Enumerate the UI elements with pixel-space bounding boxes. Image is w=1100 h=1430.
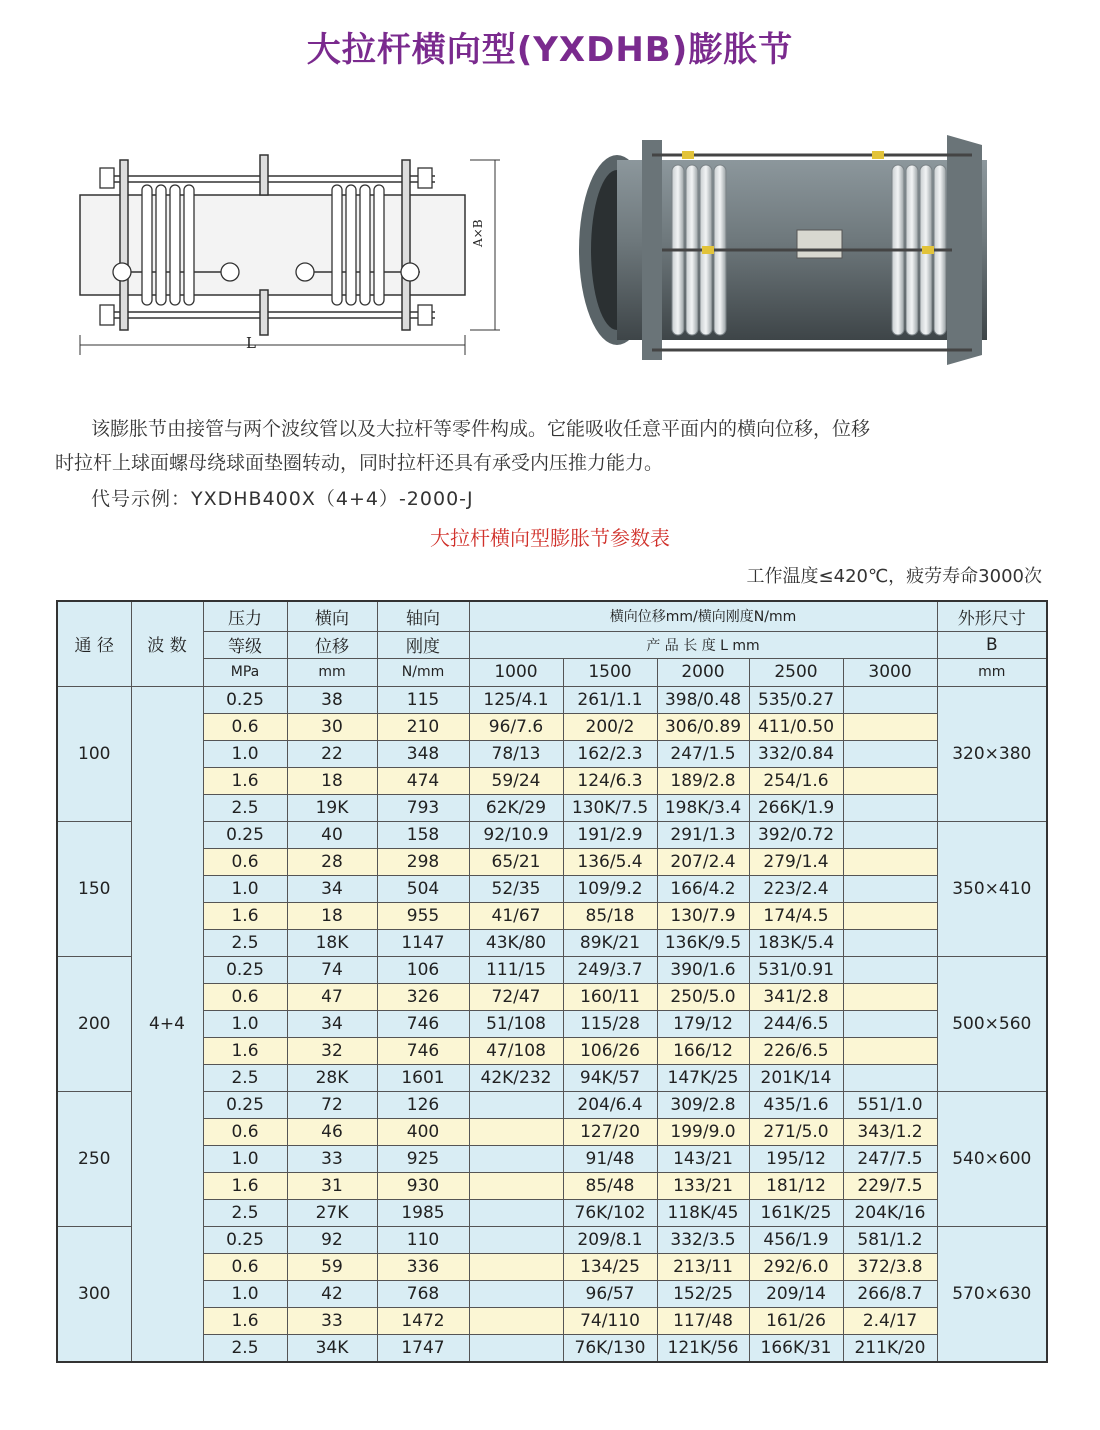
- product-photo: [572, 120, 1032, 380]
- value-cell: 207/2.4: [657, 848, 749, 875]
- header-waves: 波 数: [131, 601, 203, 686]
- value-cell: 166/12: [657, 1037, 749, 1064]
- value-cell: 115/28: [563, 1010, 657, 1037]
- value-cell: 392/0.72: [749, 821, 843, 848]
- axial-cell: 106: [377, 956, 469, 983]
- header-length-1000: 1000: [469, 658, 563, 686]
- value-cell: [469, 1118, 563, 1145]
- value-cell: 106/26: [563, 1037, 657, 1064]
- lateral-cell: 38: [287, 686, 377, 713]
- header-outer-3: mm: [937, 658, 1047, 686]
- value-cell: 209/14: [749, 1280, 843, 1307]
- value-cell: 306/0.89: [657, 713, 749, 740]
- value-cell: 161/26: [749, 1307, 843, 1334]
- axial-cell: 115: [377, 686, 469, 713]
- value-cell: [843, 848, 937, 875]
- value-cell: 200/2: [563, 713, 657, 740]
- value-cell: [469, 1091, 563, 1118]
- value-cell: 213/11: [657, 1253, 749, 1280]
- pressure-cell: 0.6: [203, 1118, 287, 1145]
- value-cell: 390/1.6: [657, 956, 749, 983]
- axial-cell: 930: [377, 1172, 469, 1199]
- value-cell: 198K/3.4: [657, 794, 749, 821]
- value-cell: 244/6.5: [749, 1010, 843, 1037]
- value-cell: [843, 767, 937, 794]
- pressure-cell: 1.6: [203, 902, 287, 929]
- value-cell: 343/1.2: [843, 1118, 937, 1145]
- table-row: [57, 1226, 1047, 1253]
- table-row: [57, 983, 1047, 1010]
- lateral-cell: 18K: [287, 929, 377, 956]
- value-cell: 59/24: [469, 767, 563, 794]
- value-cell: 91/48: [563, 1145, 657, 1172]
- value-cell: [843, 929, 937, 956]
- header-lateral-3: mm: [287, 658, 377, 686]
- axial-cell: 126: [377, 1091, 469, 1118]
- pressure-cell: 1.6: [203, 767, 287, 794]
- axial-cell: 925: [377, 1145, 469, 1172]
- value-cell: 266/8.7: [843, 1280, 937, 1307]
- value-cell: 372/3.8: [843, 1253, 937, 1280]
- lateral-cell: 33: [287, 1145, 377, 1172]
- value-cell: 191/2.9: [563, 821, 657, 848]
- lateral-cell: 46: [287, 1118, 377, 1145]
- axial-cell: 210: [377, 713, 469, 740]
- table-row: [57, 1280, 1047, 1307]
- pressure-cell: 1.6: [203, 1307, 287, 1334]
- value-cell: 74/110: [563, 1307, 657, 1334]
- table-row: [57, 1010, 1047, 1037]
- value-cell: 85/18: [563, 902, 657, 929]
- pressure-cell: 0.25: [203, 686, 287, 713]
- lateral-cell: 40: [287, 821, 377, 848]
- value-cell: 147K/25: [657, 1064, 749, 1091]
- lateral-cell: 34: [287, 1010, 377, 1037]
- value-cell: 152/25: [657, 1280, 749, 1307]
- value-cell: 166/4.2: [657, 875, 749, 902]
- table-row: [57, 1172, 1047, 1199]
- value-cell: 94K/57: [563, 1064, 657, 1091]
- axial-cell: 1472: [377, 1307, 469, 1334]
- header-pressure-3: MPa: [203, 658, 287, 686]
- axial-cell: 1147: [377, 929, 469, 956]
- value-cell: 435/1.6: [749, 1091, 843, 1118]
- value-cell: 127/20: [563, 1118, 657, 1145]
- pressure-cell: 1.0: [203, 1145, 287, 1172]
- header-axial-2: 刚度: [377, 631, 469, 658]
- axial-cell: 793: [377, 794, 469, 821]
- pressure-cell: 2.5: [203, 1199, 287, 1226]
- value-cell: 65/21: [469, 848, 563, 875]
- table-row: [57, 875, 1047, 902]
- value-cell: 85/48: [563, 1172, 657, 1199]
- value-cell: 581/1.2: [843, 1226, 937, 1253]
- value-cell: 136/5.4: [563, 848, 657, 875]
- value-cell: 111/15: [469, 956, 563, 983]
- table-row: [57, 821, 1047, 848]
- value-cell: 291/1.3: [657, 821, 749, 848]
- value-cell: 341/2.8: [749, 983, 843, 1010]
- diameter-cell: 100: [57, 686, 131, 821]
- value-cell: [843, 1064, 937, 1091]
- axial-cell: 746: [377, 1037, 469, 1064]
- parameter-table: [56, 600, 1048, 1363]
- lateral-cell: 34: [287, 875, 377, 902]
- value-cell: [843, 1037, 937, 1064]
- axial-cell: 474: [377, 767, 469, 794]
- value-cell: 195/12: [749, 1145, 843, 1172]
- pressure-cell: 0.6: [203, 848, 287, 875]
- header-length-1500: 1500: [563, 658, 657, 686]
- table-row: [57, 1064, 1047, 1091]
- header-axial-3: N/mm: [377, 658, 469, 686]
- outer-size-cell: 320×380: [937, 686, 1047, 821]
- value-cell: 249/3.7: [563, 956, 657, 983]
- value-cell: 209/8.1: [563, 1226, 657, 1253]
- outer-size-cell: 350×410: [937, 821, 1047, 956]
- axial-cell: 504: [377, 875, 469, 902]
- value-cell: 211K/20: [843, 1334, 937, 1362]
- header-lateral-2: 位移: [287, 631, 377, 658]
- value-cell: 181/12: [749, 1172, 843, 1199]
- value-cell: 52/35: [469, 875, 563, 902]
- axial-cell: 1747: [377, 1334, 469, 1362]
- lateral-cell: 28K: [287, 1064, 377, 1091]
- value-cell: [843, 794, 937, 821]
- table-row: [57, 902, 1047, 929]
- axial-cell: 746: [377, 1010, 469, 1037]
- lateral-cell: 18: [287, 902, 377, 929]
- value-cell: [469, 1226, 563, 1253]
- value-cell: 261/1.1: [563, 686, 657, 713]
- header-lateral-1: 横向: [287, 601, 377, 631]
- value-cell: 279/1.4: [749, 848, 843, 875]
- pressure-cell: 0.25: [203, 1226, 287, 1253]
- value-cell: 160/11: [563, 983, 657, 1010]
- outer-size-cell: 540×600: [937, 1091, 1047, 1226]
- code-example: 代号示例：YXDHB400X（4+4）-2000-J: [91, 488, 474, 510]
- lateral-cell: 30: [287, 713, 377, 740]
- value-cell: 42K/232: [469, 1064, 563, 1091]
- value-cell: 223/2.4: [749, 875, 843, 902]
- value-cell: 183K/5.4: [749, 929, 843, 956]
- value-cell: 247/7.5: [843, 1145, 937, 1172]
- axial-cell: 326: [377, 983, 469, 1010]
- axial-cell: 348: [377, 740, 469, 767]
- value-cell: 162/2.3: [563, 740, 657, 767]
- value-cell: 62K/29: [469, 794, 563, 821]
- page-title: 大拉杆横向型(YXDHB)膨胀节: [306, 30, 794, 70]
- description-line-1: 该膨胀节由接管与两个波纹管以及大拉杆等零件构成。它能吸收任意平面内的横向位移，位移: [91, 418, 871, 440]
- table-row: [57, 929, 1047, 956]
- table-row: [57, 686, 1047, 713]
- value-cell: 398/0.48: [657, 686, 749, 713]
- axial-cell: 336: [377, 1253, 469, 1280]
- value-cell: [843, 983, 937, 1010]
- value-cell: [469, 1253, 563, 1280]
- outer-size-cell: 570×630: [937, 1226, 1047, 1362]
- value-cell: [843, 902, 937, 929]
- value-cell: [843, 875, 937, 902]
- pressure-cell: 1.6: [203, 1172, 287, 1199]
- value-cell: 125/4.1: [469, 686, 563, 713]
- value-cell: 250/5.0: [657, 983, 749, 1010]
- table-row: [57, 956, 1047, 983]
- table-row: [57, 1307, 1047, 1334]
- table-row: [57, 740, 1047, 767]
- parameter-table-body: [57, 686, 1047, 1362]
- diameter-cell: 250: [57, 1091, 131, 1226]
- value-cell: 130K/7.5: [563, 794, 657, 821]
- lateral-cell: 18: [287, 767, 377, 794]
- value-cell: 254/1.6: [749, 767, 843, 794]
- lateral-cell: 31: [287, 1172, 377, 1199]
- value-cell: 143/21: [657, 1145, 749, 1172]
- value-cell: [843, 686, 937, 713]
- value-cell: 201K/14: [749, 1064, 843, 1091]
- value-cell: 2.4/17: [843, 1307, 937, 1334]
- pressure-cell: 0.25: [203, 1091, 287, 1118]
- value-cell: 247/1.5: [657, 740, 749, 767]
- value-cell: 117/48: [657, 1307, 749, 1334]
- lateral-cell: 28: [287, 848, 377, 875]
- value-cell: 456/1.9: [749, 1226, 843, 1253]
- value-cell: [469, 1199, 563, 1226]
- value-cell: 309/2.8: [657, 1091, 749, 1118]
- pressure-cell: 2.5: [203, 1334, 287, 1362]
- pressure-cell: 2.5: [203, 929, 287, 956]
- header-length-2000: 2000: [657, 658, 749, 686]
- value-cell: 531/0.91: [749, 956, 843, 983]
- lateral-cell: 22: [287, 740, 377, 767]
- value-cell: [843, 713, 937, 740]
- pressure-cell: 0.6: [203, 983, 287, 1010]
- value-cell: [843, 1010, 937, 1037]
- waves-cell: 4+4: [131, 686, 203, 1362]
- axial-cell: 158: [377, 821, 469, 848]
- pressure-cell: 2.5: [203, 794, 287, 821]
- table-row: [57, 1118, 1047, 1145]
- pressure-cell: 0.25: [203, 821, 287, 848]
- value-cell: 96/57: [563, 1280, 657, 1307]
- axial-cell: 955: [377, 902, 469, 929]
- value-cell: 47/108: [469, 1037, 563, 1064]
- lateral-cell: 27K: [287, 1199, 377, 1226]
- value-cell: 118K/45: [657, 1199, 749, 1226]
- axial-cell: 110: [377, 1226, 469, 1253]
- work-condition: 工作温度≤420℃，疲劳寿命3000次: [746, 566, 1042, 587]
- pressure-cell: 1.0: [203, 1010, 287, 1037]
- value-cell: [843, 956, 937, 983]
- value-cell: 72/47: [469, 983, 563, 1010]
- header-length-group: 产 品 长 度 L mm: [469, 631, 937, 658]
- value-cell: 551/1.0: [843, 1091, 937, 1118]
- table-row: [57, 848, 1047, 875]
- lateral-cell: 19K: [287, 794, 377, 821]
- value-cell: 121K/56: [657, 1334, 749, 1362]
- lateral-cell: 47: [287, 983, 377, 1010]
- value-cell: 133/21: [657, 1172, 749, 1199]
- header-pressure-1: 压力: [203, 601, 287, 631]
- header-length-2500: 2500: [749, 658, 843, 686]
- value-cell: 204/6.4: [563, 1091, 657, 1118]
- value-cell: 43K/80: [469, 929, 563, 956]
- value-cell: 78/13: [469, 740, 563, 767]
- value-cell: [469, 1145, 563, 1172]
- value-cell: 332/3.5: [657, 1226, 749, 1253]
- value-cell: 535/0.27: [749, 686, 843, 713]
- value-cell: 51/108: [469, 1010, 563, 1037]
- value-cell: 292/6.0: [749, 1253, 843, 1280]
- value-cell: 96/7.6: [469, 713, 563, 740]
- table-row: [57, 767, 1047, 794]
- header-axial-1: 轴向: [377, 601, 469, 631]
- value-cell: 136K/9.5: [657, 929, 749, 956]
- table-row: [57, 794, 1047, 821]
- lateral-cell: 33: [287, 1307, 377, 1334]
- pressure-cell: 0.6: [203, 713, 287, 740]
- axial-cell: 400: [377, 1118, 469, 1145]
- value-cell: 266K/1.9: [749, 794, 843, 821]
- value-cell: [469, 1172, 563, 1199]
- value-cell: 76K/102: [563, 1199, 657, 1226]
- axial-cell: 1985: [377, 1199, 469, 1226]
- value-cell: 189/2.8: [657, 767, 749, 794]
- description-line-2: 时拉杆上球面螺母绕球面垫圈转动，同时拉杆还具有承受内压推力能力。: [55, 452, 664, 474]
- lateral-cell: 72: [287, 1091, 377, 1118]
- axial-cell: 1601: [377, 1064, 469, 1091]
- value-cell: 204K/16: [843, 1199, 937, 1226]
- value-cell: 174/4.5: [749, 902, 843, 929]
- value-cell: 41/67: [469, 902, 563, 929]
- lateral-cell: 32: [287, 1037, 377, 1064]
- table-row: [57, 1091, 1047, 1118]
- pressure-cell: 2.5: [203, 1064, 287, 1091]
- value-cell: 199/9.0: [657, 1118, 749, 1145]
- pressure-cell: 1.0: [203, 1280, 287, 1307]
- dimension-AxB-label: A×B: [471, 219, 485, 247]
- value-cell: 411/0.50: [749, 713, 843, 740]
- header-length-3000: 3000: [843, 658, 937, 686]
- value-cell: 109/9.2: [563, 875, 657, 902]
- value-cell: [843, 821, 937, 848]
- value-cell: 332/0.84: [749, 740, 843, 767]
- pressure-cell: 1.6: [203, 1037, 287, 1064]
- table-row: [57, 1145, 1047, 1172]
- table-row: [57, 1334, 1047, 1362]
- header-diameter: 通 径: [57, 601, 131, 686]
- description: [55, 412, 1045, 480]
- table-row: [57, 1199, 1047, 1226]
- value-cell: 92/10.9: [469, 821, 563, 848]
- pressure-cell: 1.0: [203, 875, 287, 902]
- value-cell: 229/7.5: [843, 1172, 937, 1199]
- pressure-cell: 0.25: [203, 956, 287, 983]
- value-cell: [843, 740, 937, 767]
- value-cell: 134/25: [563, 1253, 657, 1280]
- table-row: [57, 1037, 1047, 1064]
- header-group: 横向位移mm/横向刚度N/mm: [469, 601, 937, 631]
- value-cell: [469, 1334, 563, 1362]
- axial-cell: 298: [377, 848, 469, 875]
- header-outer-1: 外形尺寸: [937, 601, 1047, 631]
- value-cell: 166K/31: [749, 1334, 843, 1362]
- diameter-cell: 150: [57, 821, 131, 956]
- header-pressure-2: 等级: [203, 631, 287, 658]
- lateral-cell: 74: [287, 956, 377, 983]
- dimension-L-label: L: [246, 334, 256, 352]
- pressure-cell: 0.6: [203, 1253, 287, 1280]
- outer-size-cell: 500×560: [937, 956, 1047, 1091]
- table-title: 大拉杆横向型膨胀节参数表: [430, 526, 670, 550]
- lateral-cell: 42: [287, 1280, 377, 1307]
- lateral-cell: 34K: [287, 1334, 377, 1362]
- value-cell: 76K/130: [563, 1334, 657, 1362]
- table-row: [57, 713, 1047, 740]
- lateral-cell: 92: [287, 1226, 377, 1253]
- table-row: [57, 1253, 1047, 1280]
- axial-cell: 768: [377, 1280, 469, 1307]
- value-cell: 130/7.9: [657, 902, 749, 929]
- diameter-cell: 300: [57, 1226, 131, 1362]
- technical-drawing: [70, 140, 510, 365]
- diameter-cell: 200: [57, 956, 131, 1091]
- value-cell: 179/12: [657, 1010, 749, 1037]
- value-cell: 89K/21: [563, 929, 657, 956]
- lateral-cell: 59: [287, 1253, 377, 1280]
- value-cell: 226/6.5: [749, 1037, 843, 1064]
- header-outer-2: B: [937, 631, 1047, 658]
- value-cell: 161K/25: [749, 1199, 843, 1226]
- pressure-cell: 1.0: [203, 740, 287, 767]
- value-cell: 124/6.3: [563, 767, 657, 794]
- value-cell: [469, 1280, 563, 1307]
- value-cell: 271/5.0: [749, 1118, 843, 1145]
- value-cell: [469, 1307, 563, 1334]
